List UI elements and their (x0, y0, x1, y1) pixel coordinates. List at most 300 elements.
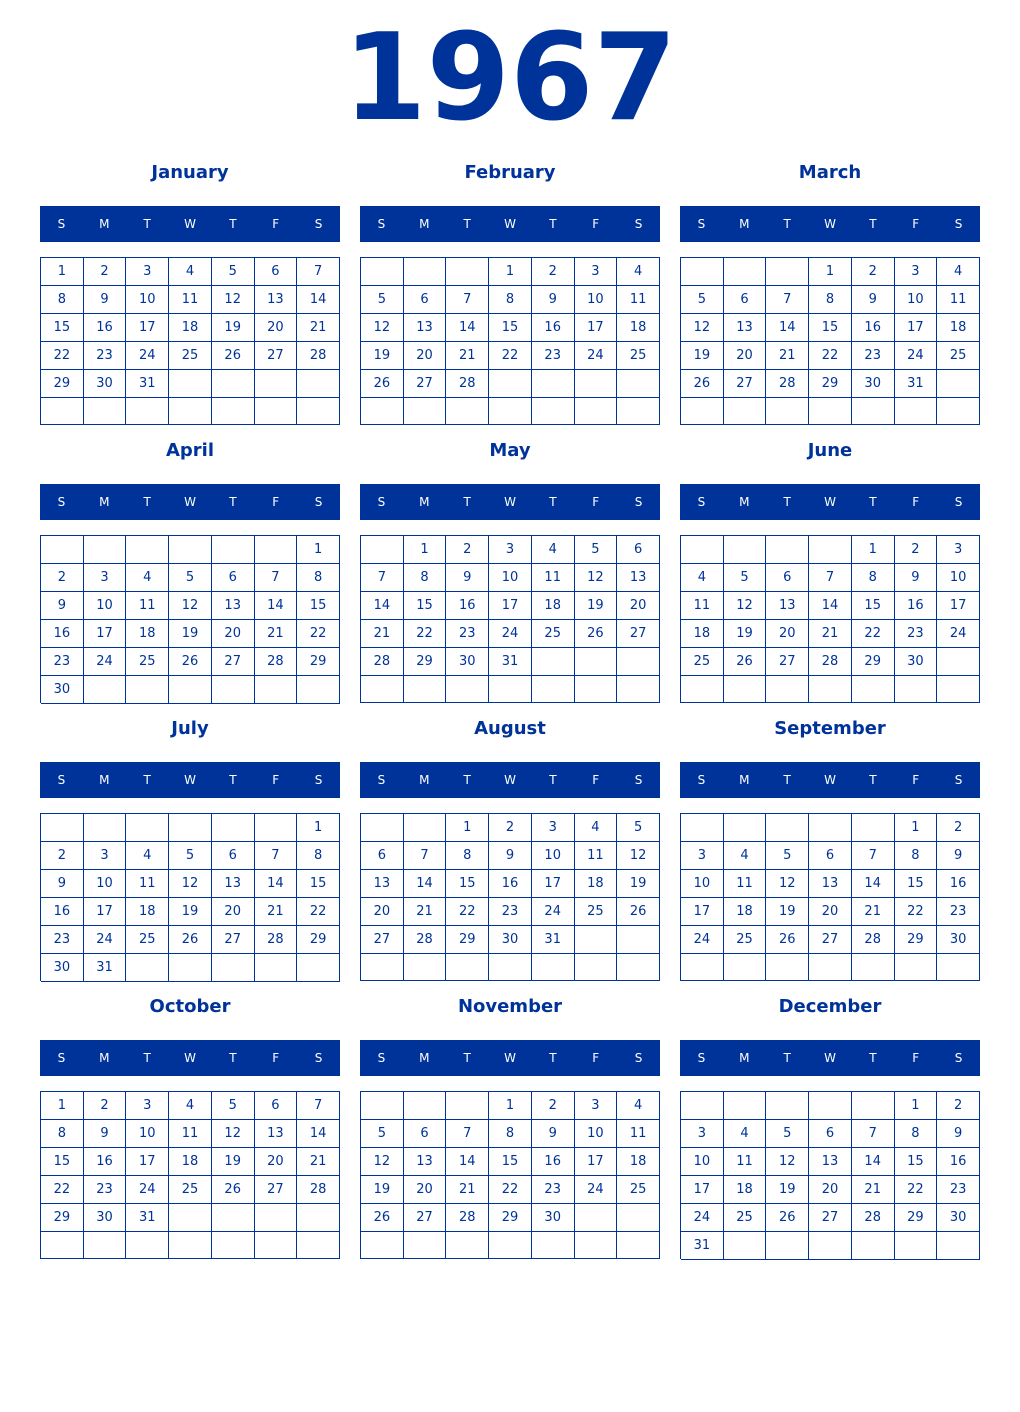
empty-day-cell (297, 370, 340, 398)
day-cell: 4 (617, 1092, 660, 1120)
day-cell: 29 (489, 1204, 532, 1232)
day-cell: 19 (361, 342, 404, 370)
day-cell: 26 (212, 1176, 255, 1204)
day-cell: 4 (937, 258, 980, 286)
empty-day-cell (575, 648, 618, 676)
day-cell: 22 (404, 620, 447, 648)
empty-day-cell (255, 676, 298, 704)
weekday-label: S (697, 217, 706, 231)
empty-day-cell (489, 1232, 532, 1259)
weekday-label: S (377, 495, 386, 509)
day-cell: 13 (361, 870, 404, 898)
day-cell: 30 (41, 954, 84, 982)
day-cell: 4 (724, 842, 767, 870)
day-cell: 25 (724, 1204, 767, 1232)
day-cell: 24 (895, 342, 938, 370)
empty-day-cell (361, 1232, 404, 1259)
day-cell: 5 (766, 1120, 809, 1148)
day-cell: 25 (575, 898, 618, 926)
day-cell: 16 (532, 314, 575, 342)
day-cell: 10 (681, 1148, 724, 1176)
empty-day-cell (41, 398, 84, 425)
weekday-header (40, 484, 340, 520)
empty-day-cell (895, 1232, 938, 1260)
day-cell: 23 (937, 1176, 980, 1204)
day-cell: 28 (809, 648, 852, 676)
empty-day-cell (446, 398, 489, 425)
day-cell: 19 (617, 870, 660, 898)
weekday-label: S (57, 1051, 66, 1065)
empty-day-cell (404, 1232, 447, 1259)
day-cell: 15 (297, 870, 340, 898)
day-cell: 27 (212, 926, 255, 954)
day-cell: 8 (41, 286, 84, 314)
day-cell: 6 (361, 842, 404, 870)
day-cell: 3 (126, 258, 169, 286)
empty-day-cell (852, 676, 895, 703)
day-cell: 25 (937, 342, 980, 370)
weekday-label: M (419, 1051, 430, 1065)
day-cell: 11 (169, 286, 212, 314)
day-cell: 17 (681, 1176, 724, 1204)
empty-day-cell (937, 1232, 980, 1260)
weekday-label: T (869, 217, 877, 231)
weekday-label: F (272, 1051, 280, 1065)
days-grid (360, 257, 660, 425)
day-cell: 30 (937, 1204, 980, 1232)
day-cell: 3 (895, 258, 938, 286)
day-cell: 19 (575, 592, 618, 620)
empty-day-cell (41, 1232, 84, 1259)
day-cell: 8 (895, 842, 938, 870)
day-cell: 18 (126, 898, 169, 926)
empty-day-cell (169, 370, 212, 398)
empty-day-cell (724, 1092, 767, 1120)
day-cell: 10 (126, 1120, 169, 1148)
day-cell: 27 (809, 1204, 852, 1232)
empty-day-cell (681, 398, 724, 425)
empty-day-cell (766, 536, 809, 564)
days-grid (680, 257, 980, 425)
day-cell: 5 (169, 842, 212, 870)
empty-day-cell (361, 1092, 404, 1120)
day-cell: 21 (446, 1176, 489, 1204)
empty-day-cell (681, 258, 724, 286)
day-cell: 8 (489, 286, 532, 314)
empty-day-cell (126, 954, 169, 982)
day-cell: 1 (41, 1092, 84, 1120)
day-cell: 1 (852, 536, 895, 564)
empty-day-cell (809, 398, 852, 425)
day-cell: 2 (852, 258, 895, 286)
day-cell: 11 (575, 842, 618, 870)
day-cell: 3 (937, 536, 980, 564)
empty-day-cell (532, 398, 575, 425)
empty-day-cell (895, 954, 938, 981)
day-cell: 23 (446, 620, 489, 648)
day-cell: 11 (681, 592, 724, 620)
weekday-label: T (549, 773, 557, 787)
empty-day-cell (255, 954, 298, 982)
day-cell: 3 (489, 536, 532, 564)
day-cell: 27 (809, 926, 852, 954)
day-cell: 15 (852, 592, 895, 620)
day-cell: 10 (84, 870, 127, 898)
day-cell: 13 (255, 1120, 298, 1148)
empty-day-cell (212, 536, 255, 564)
empty-day-cell (255, 814, 298, 842)
weekday-label: S (954, 217, 963, 231)
day-cell: 6 (255, 1092, 298, 1120)
day-cell: 23 (937, 898, 980, 926)
empty-day-cell (852, 1232, 895, 1260)
day-cell: 29 (41, 370, 84, 398)
days-grid (40, 535, 340, 703)
day-cell: 18 (575, 870, 618, 898)
weekday-label: W (824, 773, 836, 787)
weekday-label: W (184, 217, 196, 231)
day-cell: 2 (41, 564, 84, 592)
empty-day-cell (126, 1232, 169, 1259)
empty-day-cell (212, 370, 255, 398)
day-cell: 1 (446, 814, 489, 842)
day-cell: 20 (255, 314, 298, 342)
day-cell: 17 (532, 870, 575, 898)
day-cell: 23 (84, 342, 127, 370)
weekday-label: S (634, 495, 643, 509)
empty-day-cell (766, 1092, 809, 1120)
empty-day-cell (169, 814, 212, 842)
month-name: June (807, 440, 853, 461)
day-cell: 8 (297, 564, 340, 592)
day-cell: 31 (532, 926, 575, 954)
day-cell: 31 (489, 648, 532, 676)
day-cell: 20 (809, 1176, 852, 1204)
empty-day-cell (212, 676, 255, 704)
day-cell: 19 (212, 314, 255, 342)
empty-day-cell (852, 954, 895, 981)
day-cell: 1 (297, 536, 340, 564)
day-cell: 21 (361, 620, 404, 648)
weekday-header (360, 762, 660, 798)
empty-day-cell (212, 1204, 255, 1232)
day-cell: 25 (126, 926, 169, 954)
empty-day-cell (575, 1232, 618, 1259)
empty-day-cell (446, 258, 489, 286)
empty-day-cell (255, 1232, 298, 1259)
empty-day-cell (84, 398, 127, 425)
day-cell: 4 (681, 564, 724, 592)
day-cell: 12 (361, 314, 404, 342)
day-cell: 26 (766, 926, 809, 954)
day-cell: 20 (212, 898, 255, 926)
day-cell: 25 (169, 1176, 212, 1204)
empty-day-cell (489, 676, 532, 703)
weekday-label: S (377, 773, 386, 787)
day-cell: 13 (724, 314, 767, 342)
day-cell: 13 (255, 286, 298, 314)
month-name: May (489, 440, 531, 461)
day-cell: 4 (532, 536, 575, 564)
day-cell: 4 (169, 258, 212, 286)
day-cell: 30 (852, 370, 895, 398)
weekday-label: T (143, 495, 151, 509)
day-cell: 15 (41, 314, 84, 342)
empty-day-cell (41, 814, 84, 842)
day-cell: 5 (212, 1092, 255, 1120)
empty-day-cell (681, 814, 724, 842)
month-name: October (149, 996, 231, 1017)
day-cell: 14 (446, 1148, 489, 1176)
empty-day-cell (404, 676, 447, 703)
empty-day-cell (126, 676, 169, 704)
day-cell: 13 (809, 1148, 852, 1176)
day-cell: 17 (126, 314, 169, 342)
empty-day-cell (84, 536, 127, 564)
days-grid (360, 535, 660, 703)
days-grid (360, 813, 660, 981)
day-cell: 21 (297, 1148, 340, 1176)
weekday-label: M (739, 773, 750, 787)
empty-day-cell (724, 676, 767, 703)
weekday-label: W (504, 217, 516, 231)
empty-day-cell (532, 676, 575, 703)
day-cell: 28 (766, 370, 809, 398)
empty-day-cell (681, 676, 724, 703)
day-cell: 28 (446, 370, 489, 398)
day-cell: 15 (489, 314, 532, 342)
day-cell: 7 (361, 564, 404, 592)
day-cell: 8 (446, 842, 489, 870)
day-cell: 20 (617, 592, 660, 620)
weekday-label: F (592, 495, 600, 509)
empty-day-cell (852, 814, 895, 842)
day-cell: 2 (489, 814, 532, 842)
day-cell: 9 (446, 564, 489, 592)
day-cell: 7 (297, 258, 340, 286)
empty-day-cell (724, 398, 767, 425)
day-cell: 11 (937, 286, 980, 314)
day-cell: 22 (895, 898, 938, 926)
weekday-label: T (869, 773, 877, 787)
day-cell: 15 (404, 592, 447, 620)
day-cell: 8 (852, 564, 895, 592)
weekday-label: M (739, 495, 750, 509)
empty-day-cell (169, 954, 212, 982)
weekday-label: S (377, 1051, 386, 1065)
day-cell: 27 (212, 648, 255, 676)
day-cell: 26 (724, 648, 767, 676)
empty-day-cell (489, 954, 532, 981)
day-cell: 5 (212, 258, 255, 286)
empty-day-cell (297, 954, 340, 982)
day-cell: 16 (84, 314, 127, 342)
day-cell: 18 (724, 898, 767, 926)
day-cell: 8 (41, 1120, 84, 1148)
day-cell: 21 (766, 342, 809, 370)
day-cell: 1 (809, 258, 852, 286)
empty-day-cell (297, 676, 340, 704)
day-cell: 13 (766, 592, 809, 620)
day-cell: 23 (84, 1176, 127, 1204)
weekday-header (680, 484, 980, 520)
weekday-label: W (504, 1051, 516, 1065)
day-cell: 21 (404, 898, 447, 926)
day-cell: 9 (895, 564, 938, 592)
weekday-label: T (783, 773, 791, 787)
day-cell: 5 (169, 564, 212, 592)
days-grid (680, 1091, 980, 1259)
day-cell: 4 (617, 258, 660, 286)
day-cell: 24 (681, 1204, 724, 1232)
day-cell: 13 (404, 314, 447, 342)
day-cell: 9 (852, 286, 895, 314)
day-cell: 4 (169, 1092, 212, 1120)
day-cell: 10 (937, 564, 980, 592)
weekday-label: W (824, 217, 836, 231)
weekday-label: T (783, 1051, 791, 1065)
empty-day-cell (169, 1204, 212, 1232)
weekday-label: F (912, 1051, 920, 1065)
day-cell: 14 (852, 870, 895, 898)
empty-day-cell (361, 676, 404, 703)
weekday-label: F (912, 217, 920, 231)
weekday-label: T (869, 495, 877, 509)
day-cell: 9 (937, 842, 980, 870)
weekday-label: W (184, 773, 196, 787)
day-cell: 22 (809, 342, 852, 370)
day-cell: 25 (617, 1176, 660, 1204)
day-cell: 20 (724, 342, 767, 370)
day-cell: 16 (937, 870, 980, 898)
day-cell: 2 (532, 1092, 575, 1120)
day-cell: 18 (532, 592, 575, 620)
weekday-label: S (314, 217, 323, 231)
day-cell: 15 (297, 592, 340, 620)
empty-day-cell (297, 1204, 340, 1232)
day-cell: 31 (895, 370, 938, 398)
month-name: January (151, 162, 229, 183)
empty-day-cell (895, 398, 938, 425)
day-cell: 2 (446, 536, 489, 564)
day-cell: 10 (126, 286, 169, 314)
day-cell: 1 (404, 536, 447, 564)
empty-day-cell (617, 926, 660, 954)
day-cell: 5 (575, 536, 618, 564)
day-cell: 16 (84, 1148, 127, 1176)
day-cell: 24 (126, 342, 169, 370)
empty-day-cell (617, 370, 660, 398)
empty-day-cell (361, 536, 404, 564)
weekday-header (360, 206, 660, 242)
day-cell: 4 (126, 564, 169, 592)
empty-day-cell (575, 370, 618, 398)
day-cell: 17 (126, 1148, 169, 1176)
weekday-label: S (954, 495, 963, 509)
day-cell: 2 (895, 536, 938, 564)
empty-day-cell (255, 370, 298, 398)
day-cell: 17 (937, 592, 980, 620)
day-cell: 22 (852, 620, 895, 648)
day-cell: 7 (766, 286, 809, 314)
day-cell: 19 (361, 1176, 404, 1204)
weekday-label: S (634, 773, 643, 787)
day-cell: 30 (84, 1204, 127, 1232)
empty-day-cell (126, 814, 169, 842)
day-cell: 24 (126, 1176, 169, 1204)
day-cell: 11 (126, 870, 169, 898)
day-cell: 4 (126, 842, 169, 870)
day-cell: 26 (169, 648, 212, 676)
day-cell: 30 (446, 648, 489, 676)
day-cell: 25 (126, 648, 169, 676)
day-cell: 14 (404, 870, 447, 898)
empty-day-cell (766, 398, 809, 425)
empty-day-cell (809, 676, 852, 703)
day-cell: 30 (937, 926, 980, 954)
day-cell: 10 (575, 286, 618, 314)
day-cell: 24 (489, 620, 532, 648)
day-cell: 3 (681, 1120, 724, 1148)
empty-day-cell (766, 676, 809, 703)
day-cell: 7 (809, 564, 852, 592)
day-cell: 6 (255, 258, 298, 286)
day-cell: 22 (41, 342, 84, 370)
empty-day-cell (617, 648, 660, 676)
day-cell: 28 (852, 926, 895, 954)
weekday-header (40, 1040, 340, 1076)
day-cell: 19 (766, 898, 809, 926)
day-cell: 20 (361, 898, 404, 926)
empty-day-cell (446, 1232, 489, 1259)
day-cell: 23 (532, 342, 575, 370)
day-cell: 20 (212, 620, 255, 648)
weekday-label: W (824, 1051, 836, 1065)
day-cell: 10 (489, 564, 532, 592)
day-cell: 26 (766, 1204, 809, 1232)
weekday-label: M (419, 217, 430, 231)
empty-day-cell (575, 926, 618, 954)
empty-day-cell (681, 536, 724, 564)
weekday-label: T (783, 495, 791, 509)
day-cell: 3 (532, 814, 575, 842)
day-cell: 20 (404, 342, 447, 370)
weekday-label: W (504, 495, 516, 509)
day-cell: 1 (297, 814, 340, 842)
day-cell: 26 (681, 370, 724, 398)
day-cell: 28 (255, 926, 298, 954)
day-cell: 27 (255, 342, 298, 370)
weekday-label: F (592, 1051, 600, 1065)
empty-day-cell (169, 398, 212, 425)
day-cell: 17 (84, 620, 127, 648)
day-cell: 6 (404, 286, 447, 314)
day-cell: 20 (404, 1176, 447, 1204)
day-cell: 10 (84, 592, 127, 620)
weekday-label: S (314, 1051, 323, 1065)
empty-day-cell (724, 814, 767, 842)
day-cell: 18 (617, 1148, 660, 1176)
weekday-label: F (912, 773, 920, 787)
day-cell: 14 (297, 286, 340, 314)
day-cell: 23 (489, 898, 532, 926)
weekday-label: S (314, 773, 323, 787)
day-cell: 18 (681, 620, 724, 648)
day-cell: 15 (809, 314, 852, 342)
day-cell: 7 (446, 1120, 489, 1148)
day-cell: 26 (169, 926, 212, 954)
day-cell: 23 (532, 1176, 575, 1204)
